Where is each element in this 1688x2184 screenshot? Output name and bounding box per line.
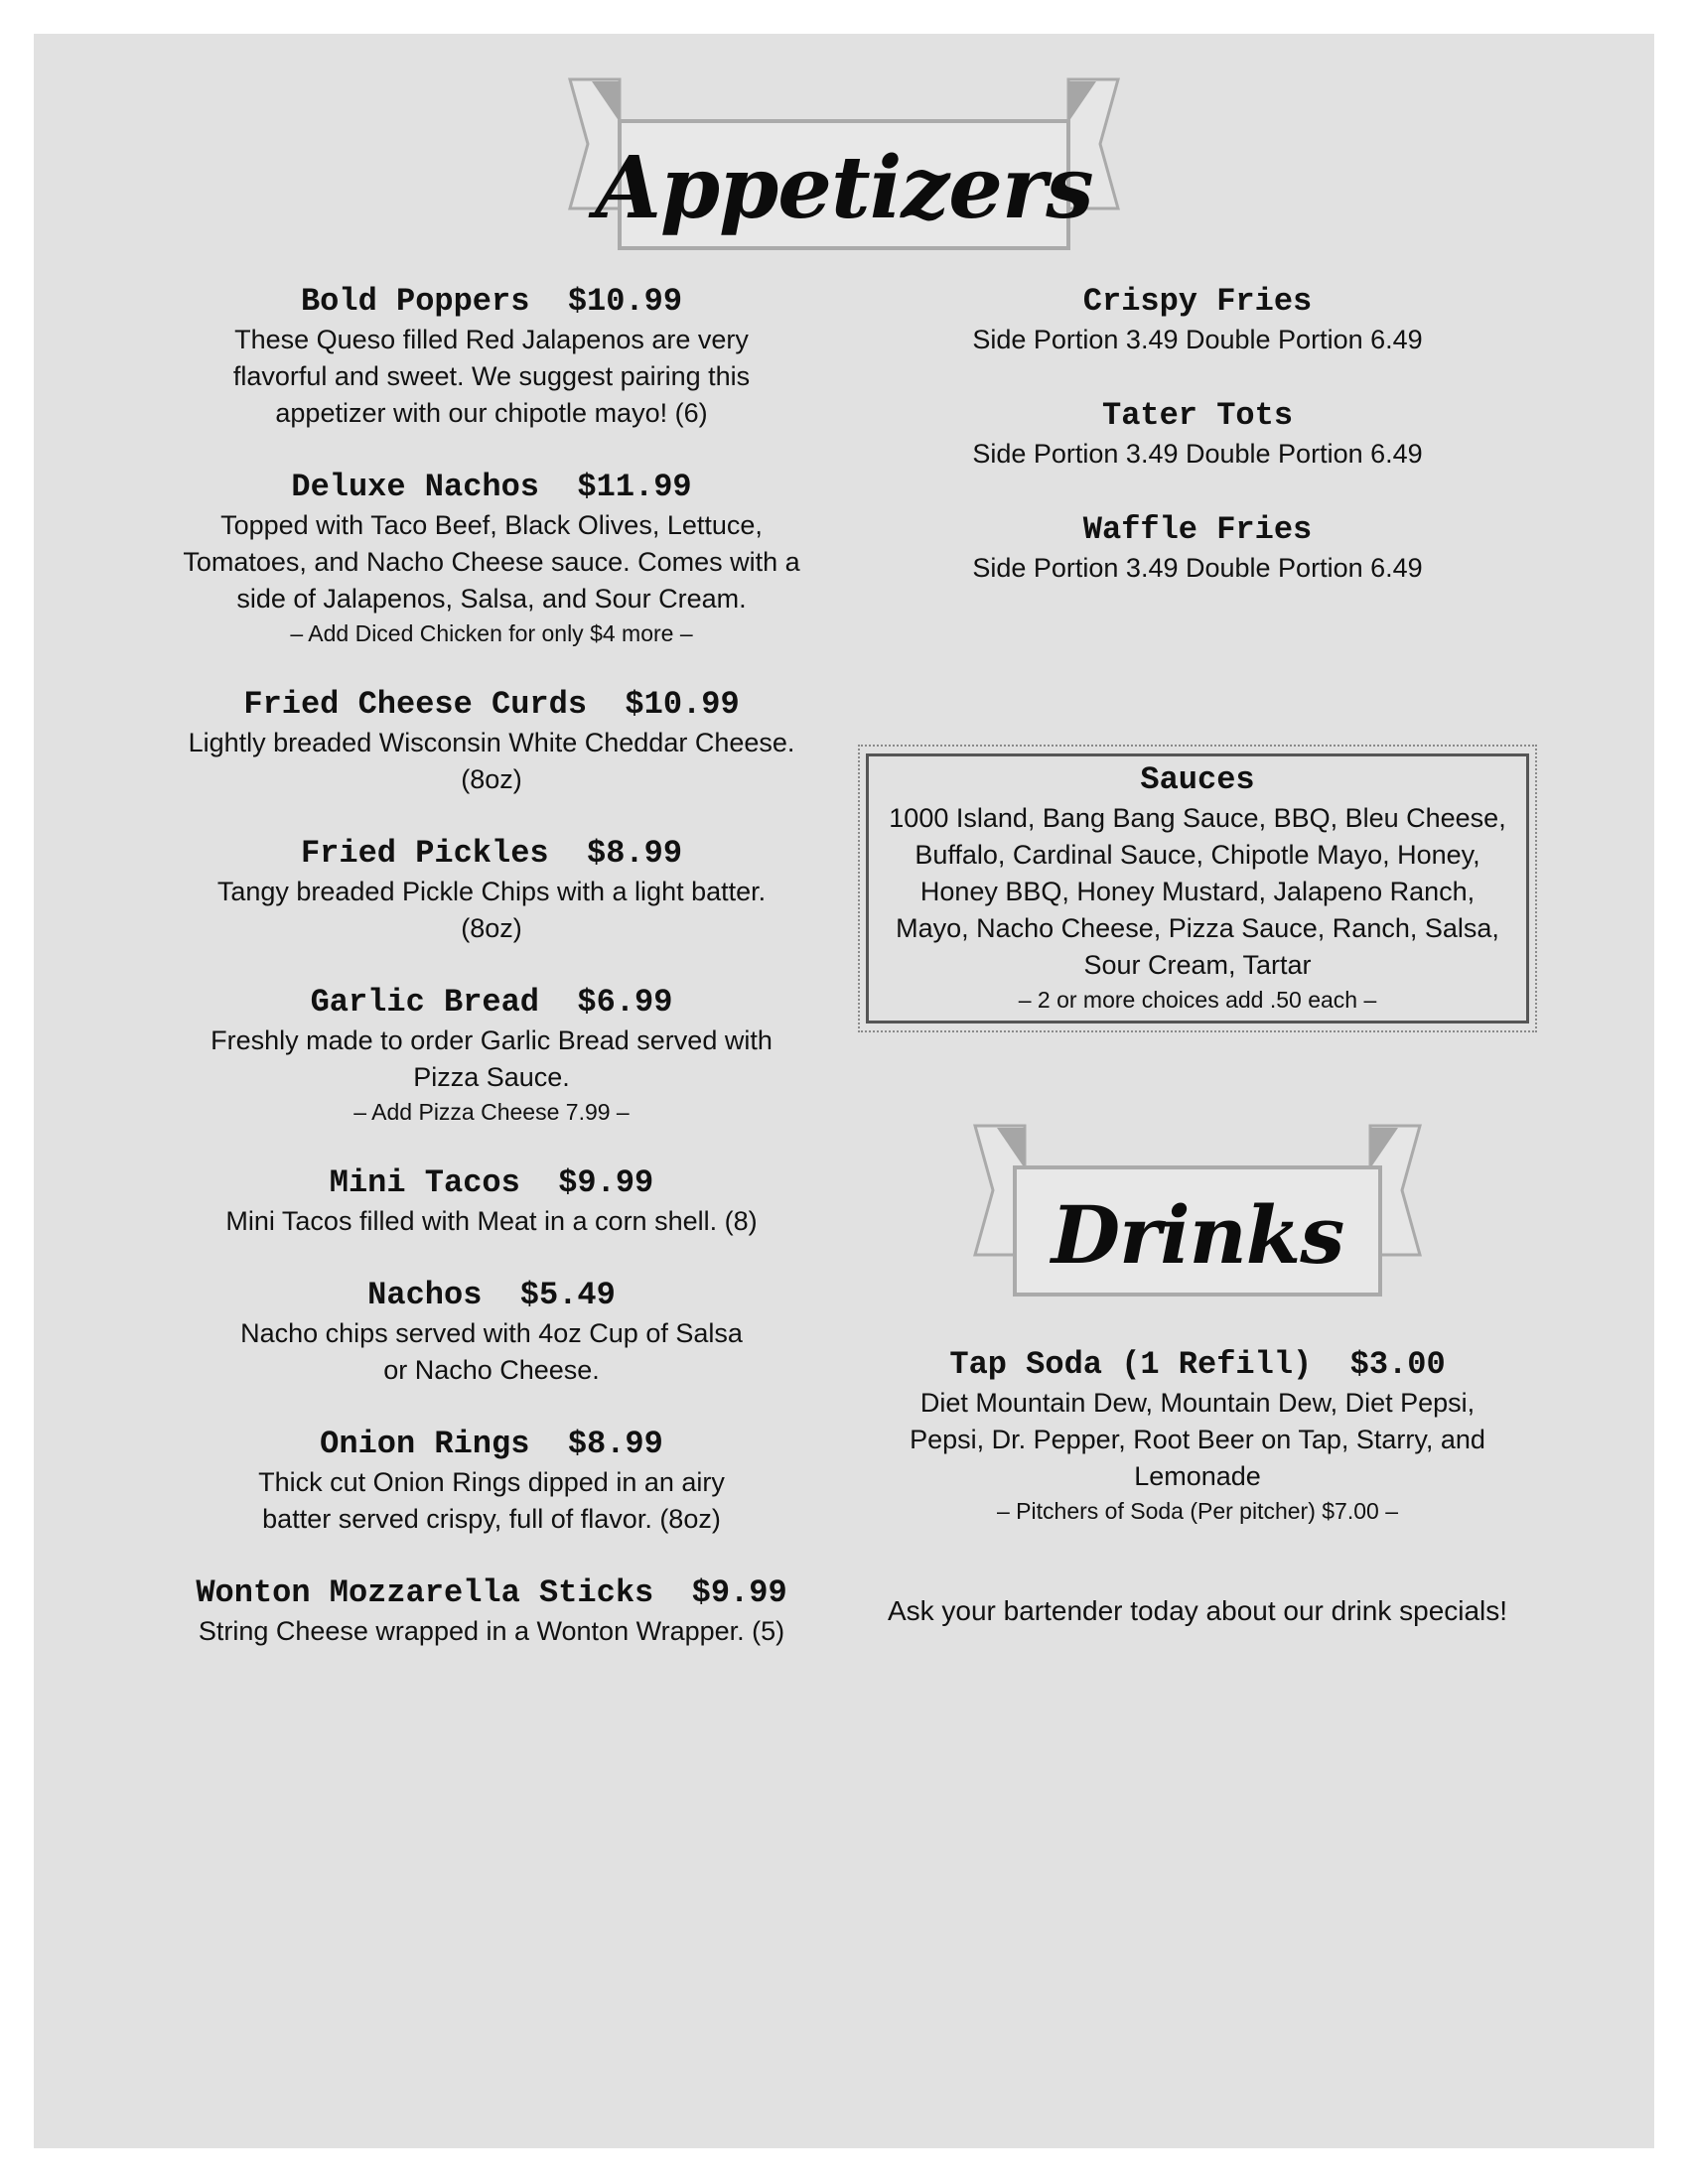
item-description: These Queso filled Red Jalapenos are very flavorful and sweet. We suggest pairing this appetizer with our chipotle mayo! (6) xyxy=(232,325,751,428)
drink-specials-note: Ask your bartender today about our drink specials! xyxy=(887,1595,1508,1626)
menu-item xyxy=(174,983,809,1128)
item-description: String Cheese wrapped in a Wonton Wrapper. (5) xyxy=(198,1616,785,1646)
item-description: Tangy breaded Pickle Chips with a light batter. (8oz) xyxy=(216,877,767,943)
sauces-note: – 2 or more choices add .50 each – xyxy=(1018,987,1377,1013)
appetizers-banner xyxy=(568,77,1120,254)
appetizers-title: Appetizers xyxy=(595,138,1093,238)
sauces-title: Sauces xyxy=(1140,761,1255,798)
item-description: Side Portion 3.49 Double Portion 6.49 xyxy=(972,325,1423,354)
item-name: Garlic Bread $6.99 xyxy=(310,984,673,1021)
item-name: Fried Cheese Curds $10.99 xyxy=(243,686,740,723)
menu-item xyxy=(174,282,809,432)
drinks-banner xyxy=(973,1124,1422,1300)
sauces-box xyxy=(866,753,1529,1024)
menu-item xyxy=(174,834,809,947)
item-name: Onion Rings $8.99 xyxy=(320,1426,663,1462)
menu-item xyxy=(174,468,809,649)
menu-item xyxy=(858,510,1537,587)
menu-item xyxy=(858,282,1537,358)
item-description: Mini Tacos filled with Meat in a corn shell. (8) xyxy=(225,1206,758,1236)
item-description: Thick cut Onion Rings dipped in an airy batter served crispy, full of flavor. (8oz) xyxy=(258,1467,725,1534)
item-note: – Add Diced Chicken for only $4 more – xyxy=(290,620,693,646)
menu-item xyxy=(858,1345,1537,1527)
item-description: Nacho chips served with 4oz Cup of Salsa or Nacho Cheese. xyxy=(240,1318,743,1385)
item-description: Topped with Taco Beef, Black Olives, Lettuce, Tomatoes, and Nacho Cheese sauce. Comes with a side of Jalapenos, Salsa, and Sour Cream. xyxy=(183,510,800,614)
item-name: Crispy Fries xyxy=(1082,283,1313,320)
item-name: Tater Tots xyxy=(1101,397,1294,434)
item-name: Wonton Mozzarella Sticks $9.99 xyxy=(196,1574,787,1611)
item-note: – Pitchers of Soda (Per pitcher) $7.00 – xyxy=(997,1498,1398,1524)
item-description: Freshly made to order Garlic Bread served with Pizza Sauce. xyxy=(211,1025,773,1092)
menu-item xyxy=(174,1163,809,1240)
item-name: Nachos $5.49 xyxy=(367,1277,616,1313)
item-name: Fried Pickles $8.99 xyxy=(300,835,683,872)
sides-list xyxy=(858,282,1537,622)
menu-item xyxy=(174,685,809,798)
menu-item xyxy=(174,1276,809,1389)
item-name: Deluxe Nachos $11.99 xyxy=(291,469,692,505)
item-description: Side Portion 3.49 Double Portion 6.49 xyxy=(972,553,1423,583)
sauces-list: 1000 Island, Bang Bang Sauce, BBQ, Bleu Cheese, Buffalo, Cardinal Sauce, Chipotle Mayo, Honey, Honey BBQ, Honey Mustard, Jalapeno Ranch, Mayo, Nacho Cheese, Pizza Sauce, Ranch, Salsa, Sour Cream, Tartar xyxy=(889,803,1506,980)
appetizers-list xyxy=(174,282,809,1686)
drinks-title: Drinks xyxy=(1051,1188,1344,1282)
item-note: – Add Pizza Cheese 7.99 – xyxy=(353,1099,630,1125)
item-description: Diet Mountain Dew, Mountain Dew, Diet Pepsi, Pepsi, Dr. Pepper, Root Beer on Tap, Starry, and Lemonade xyxy=(910,1388,1485,1491)
menu-item xyxy=(174,1425,809,1538)
item-name: Waffle Fries xyxy=(1082,511,1313,548)
item-description: Lightly breaded Wisconsin White Cheddar Cheese. (8oz) xyxy=(188,728,795,794)
menu-item xyxy=(858,396,1537,473)
item-name: Mini Tacos $9.99 xyxy=(329,1164,654,1201)
drinks-list xyxy=(858,1345,1537,1563)
item-description: Side Portion 3.49 Double Portion 6.49 xyxy=(972,439,1423,469)
item-name: Tap Soda (1 Refill) $3.00 xyxy=(949,1346,1446,1383)
menu-item xyxy=(174,1573,809,1650)
item-name: Bold Poppers $10.99 xyxy=(300,283,683,320)
